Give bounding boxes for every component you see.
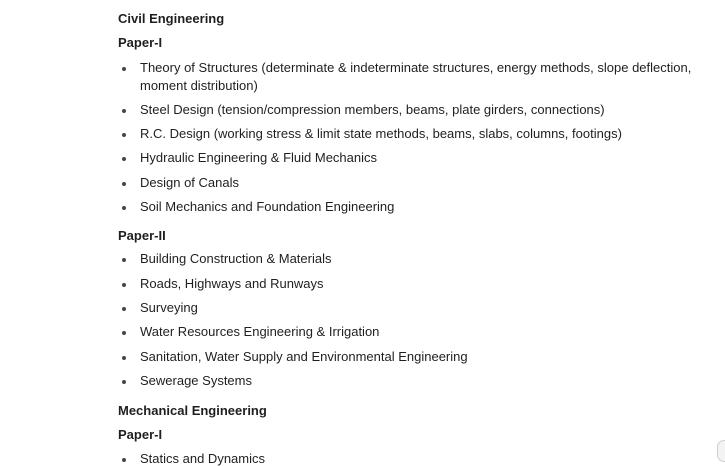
paper-title-mechanical-paper-1: Paper-I [118,427,163,442]
list-item-text: Sanitation, Water Supply and Environmental Engineering [140,349,468,364]
bullet-icon [122,331,126,335]
list-item-text: R.C. Design (working stress & limit state methods, beams, slabs, columns, footings) [140,126,622,141]
bullet-icon [122,380,126,384]
list-item [118,149,725,167]
bullet-icon [122,307,126,311]
list-item-text: Design of Canals [140,175,239,190]
bullet-icon [122,157,126,161]
list-item [118,275,725,293]
list-item [118,174,725,192]
bullet-icon [122,133,126,137]
list-item-text: Theory of Structures (determinate & indeterminate structures, energy methods, slope deflection, moment distribution) [140,60,692,93]
list-item [118,450,725,466]
list-item-text: Sewerage Systems [140,373,252,388]
list-item [118,348,725,366]
bullet-icon [122,206,126,210]
bullet-icon [122,109,126,113]
list-item [118,101,725,119]
list-item [118,299,725,317]
list-item [118,125,725,143]
section-title-mechanical-engineering: Mechanical Engineering [118,403,267,418]
paper-title-civil-paper-2: Paper-II [118,228,166,243]
list-item [118,198,725,216]
list-item-text: Water Resources Engineering & Irrigation [140,324,380,339]
list-item-text: Statics and Dynamics [140,451,265,466]
list-item-text: Building Construction & Materials [140,251,332,266]
paper-title-civil-paper-1: Paper-I [118,35,163,50]
list-item-text: Surveying [140,300,198,315]
list-item-text: Roads, Highways and Runways [140,276,324,291]
list-item [118,250,725,268]
bullet-icon [122,458,126,462]
list-item [118,372,725,390]
list-item-text: Hydraulic Engineering & Fluid Mechanics [140,150,378,165]
list-item [118,59,725,95]
section-title-civil-engineering: Civil Engineering [118,11,225,26]
list-item-text: Soil Mechanics and Foundation Engineering [140,199,395,214]
list-item [118,323,725,341]
scroll-handle[interactable] [717,440,725,462]
bullet-icon [122,258,126,262]
list-item-text: Steel Design (tension/compression members, beams, plate girders, connections) [140,102,605,117]
bullet-icon [122,283,126,287]
bullet-icon [122,67,126,71]
bullet-icon [122,356,126,360]
bullet-icon [122,182,126,186]
